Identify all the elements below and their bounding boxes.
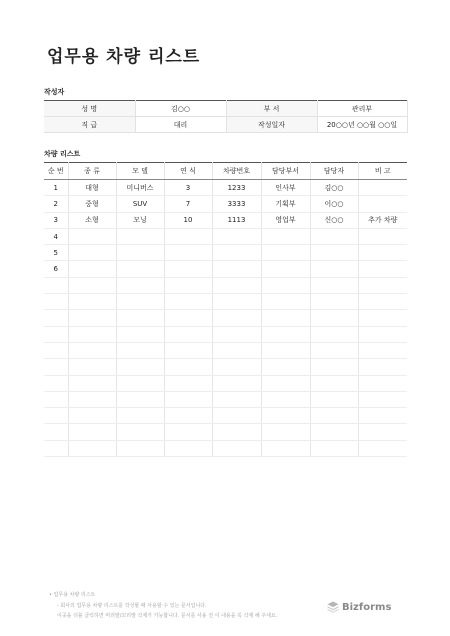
cell-type[interactable] (68, 245, 116, 261)
table-row (44, 245, 407, 261)
table-header-row (44, 163, 407, 180)
cell-model[interactable]: 모닝 (116, 212, 164, 228)
cell-dept[interactable]: 기획부 (261, 196, 310, 212)
cell-type[interactable] (68, 310, 116, 326)
cell-dept[interactable] (261, 408, 310, 424)
cell-model[interactable] (116, 228, 164, 244)
cell-dept[interactable] (261, 261, 310, 277)
cell-dept[interactable]: 영업부 (261, 212, 310, 228)
cell-manager[interactable] (310, 245, 358, 261)
cell-seq[interactable] (44, 440, 68, 456)
cell-note[interactable] (358, 375, 407, 391)
cell-year[interactable] (164, 391, 212, 407)
table-row (44, 294, 407, 310)
vehicle-table (44, 162, 407, 457)
table-row (44, 261, 407, 277)
cell-dept[interactable] (261, 391, 310, 407)
header-note: 비 고 (358, 163, 407, 180)
cell-note[interactable] (358, 196, 407, 212)
cell-type[interactable] (68, 375, 116, 391)
cell-dept[interactable] (261, 228, 310, 244)
cell-plate[interactable] (212, 342, 261, 358)
cell-seq[interactable] (44, 408, 68, 424)
cell-type[interactable]: 중형 (68, 196, 116, 212)
cell-dept[interactable] (261, 424, 310, 440)
cell-plate[interactable] (212, 294, 261, 310)
cell-year[interactable] (164, 294, 212, 310)
list-section-title: 차량 리스트 (44, 150, 81, 158)
author-table (44, 100, 408, 133)
cell-plate[interactable] (212, 391, 261, 407)
cell-manager[interactable] (310, 359, 358, 375)
cell-year[interactable] (164, 408, 212, 424)
cell-plate[interactable] (212, 424, 261, 440)
table-row (44, 375, 407, 391)
table-row (44, 440, 407, 456)
cell-type[interactable] (68, 294, 116, 310)
cell-note[interactable] (358, 440, 407, 456)
cell-type[interactable] (68, 228, 116, 244)
cell-model[interactable] (116, 277, 164, 293)
table-row (44, 391, 407, 407)
cell-type[interactable] (68, 261, 116, 277)
table-row (44, 277, 407, 293)
cell-seq[interactable] (44, 375, 68, 391)
cell-dept[interactable] (261, 359, 310, 375)
rank-value[interactable]: 대리 (135, 117, 226, 133)
cell-manager[interactable] (310, 440, 358, 456)
cell-plate[interactable] (212, 375, 261, 391)
footer-title: 업무용 차량 리스트 (53, 592, 96, 598)
table-row (44, 310, 407, 326)
header-type: 종 류 (68, 163, 116, 180)
cell-plate[interactable] (212, 440, 261, 456)
name-value[interactable]: 김○○ (135, 101, 226, 117)
cell-type[interactable] (68, 277, 116, 293)
cell-plate[interactable] (212, 261, 261, 277)
cell-plate[interactable] (212, 228, 261, 244)
header-dept: 담당부서 (261, 163, 310, 180)
cell-year[interactable]: 7 (164, 196, 212, 212)
cell-seq[interactable] (44, 310, 68, 326)
cell-dept[interactable] (261, 326, 310, 342)
cell-year[interactable] (164, 424, 212, 440)
cell-manager[interactable] (310, 326, 358, 342)
cell-seq[interactable]: 2 (44, 196, 68, 212)
cell-year[interactable] (164, 261, 212, 277)
cell-seq[interactable] (44, 294, 68, 310)
cell-note[interactable] (358, 342, 407, 358)
cell-note[interactable] (358, 424, 407, 440)
cell-plate[interactable]: 3333 (212, 196, 261, 212)
cell-manager[interactable] (310, 408, 358, 424)
header-manager: 담당자 (310, 163, 358, 180)
cell-plate[interactable] (212, 245, 261, 261)
name-label: 성 명 (44, 101, 135, 117)
cell-seq[interactable]: 6 (44, 261, 68, 277)
cell-model[interactable] (116, 261, 164, 277)
table-row (44, 359, 407, 375)
cell-model[interactable] (116, 326, 164, 342)
cell-manager[interactable]: 이○○ (310, 196, 358, 212)
cell-type[interactable] (68, 440, 116, 456)
cell-type[interactable]: 대형 (68, 180, 116, 196)
cell-dept[interactable] (261, 440, 310, 456)
cell-note[interactable] (358, 228, 407, 244)
table-row (44, 424, 407, 440)
cell-note[interactable] (358, 359, 407, 375)
cell-plate[interactable] (212, 277, 261, 293)
cell-year[interactable] (164, 228, 212, 244)
cell-note[interactable] (358, 310, 407, 326)
table-row (44, 180, 407, 196)
cell-plate[interactable] (212, 408, 261, 424)
cell-year[interactable] (164, 375, 212, 391)
cell-seq[interactable]: 4 (44, 228, 68, 244)
cell-manager[interactable] (310, 310, 358, 326)
cell-model[interactable] (116, 424, 164, 440)
cell-type[interactable] (68, 424, 116, 440)
cell-type[interactable] (68, 408, 116, 424)
cell-type[interactable]: 소형 (68, 212, 116, 228)
cell-model[interactable] (116, 359, 164, 375)
author-row (44, 117, 407, 133)
cell-dept[interactable] (261, 277, 310, 293)
header-model: 모 델 (116, 163, 164, 180)
cell-model[interactable] (116, 408, 164, 424)
cell-model[interactable] (116, 294, 164, 310)
cell-year[interactable] (164, 310, 212, 326)
cell-note[interactable]: 추가 차량 (358, 212, 407, 228)
cell-model[interactable] (116, 440, 164, 456)
cell-seq[interactable]: 3 (44, 212, 68, 228)
cell-year[interactable]: 10 (164, 212, 212, 228)
cell-model[interactable] (116, 375, 164, 391)
cell-note[interactable] (358, 180, 407, 196)
cell-year[interactable] (164, 359, 212, 375)
cell-manager[interactable] (310, 375, 358, 391)
cell-year[interactable] (164, 326, 212, 342)
date-value[interactable]: 20○○년 ○○월 ○○일 (317, 117, 407, 133)
cell-seq[interactable] (44, 342, 68, 358)
header-plate: 차량번호 (212, 163, 261, 180)
cell-manager[interactable]: 신○○ (310, 212, 358, 228)
cell-model[interactable]: SUV (116, 196, 164, 212)
footer-bullet: • 업무용 차량 리스트 (49, 592, 96, 598)
cell-seq[interactable]: 5 (44, 245, 68, 261)
cell-note[interactable] (358, 326, 407, 342)
cell-year[interactable] (164, 342, 212, 358)
cell-seq[interactable] (44, 277, 68, 293)
cell-note[interactable] (358, 391, 407, 407)
cell-seq[interactable] (44, 326, 68, 342)
cell-model[interactable] (116, 310, 164, 326)
dept-value[interactable]: 관리부 (317, 101, 407, 117)
table-row (44, 342, 407, 358)
cell-type[interactable] (68, 359, 116, 375)
bizforms-logo (327, 601, 391, 613)
table-row (44, 196, 407, 212)
cell-manager[interactable] (310, 277, 358, 293)
cell-dept[interactable] (261, 375, 310, 391)
cell-dept[interactable]: 인사부 (261, 180, 310, 196)
cell-year[interactable] (164, 440, 212, 456)
bizforms-logo-icon (327, 601, 339, 613)
cell-note[interactable] (358, 408, 407, 424)
cell-note[interactable] (358, 245, 407, 261)
cell-manager[interactable] (310, 228, 358, 244)
page-title: 업무용 차량 리스트 (47, 47, 201, 67)
logo-text: Bizforms (342, 601, 392, 613)
cell-manager[interactable] (310, 391, 358, 407)
cell-year[interactable] (164, 277, 212, 293)
cell-plate[interactable] (212, 310, 261, 326)
dept-label: 부 서 (226, 101, 317, 117)
table-row (44, 228, 407, 244)
cell-dept[interactable] (261, 245, 310, 261)
author-section-title: 작성자 (44, 88, 65, 96)
cell-manager[interactable] (310, 342, 358, 358)
date-label: 작성일자 (226, 117, 317, 133)
cell-model[interactable] (116, 245, 164, 261)
footer-note: 이곳을 더블 클릭하면 머리말/꼬리말 삭제가 가능합니다. 문서를 사용 전 이 내용을 꼭 삭제 해 주세요. (57, 613, 278, 619)
cell-year[interactable]: 3 (164, 180, 212, 196)
cell-manager[interactable] (310, 261, 358, 277)
author-row (44, 101, 407, 117)
cell-type[interactable] (68, 391, 116, 407)
cell-plate[interactable] (212, 326, 261, 342)
cell-seq[interactable] (44, 424, 68, 440)
cell-plate[interactable]: 1233 (212, 180, 261, 196)
cell-manager[interactable] (310, 294, 358, 310)
header-seq: 순 번 (44, 163, 68, 180)
cell-seq[interactable] (44, 391, 68, 407)
cell-dept[interactable] (261, 342, 310, 358)
cell-note[interactable] (358, 277, 407, 293)
cell-seq[interactable]: 1 (44, 180, 68, 196)
cell-dept[interactable] (261, 310, 310, 326)
cell-note[interactable] (358, 261, 407, 277)
table-row (44, 326, 407, 342)
cell-plate[interactable] (212, 359, 261, 375)
cell-seq[interactable] (44, 359, 68, 375)
rank-label: 직 급 (44, 117, 135, 133)
table-row (44, 212, 407, 228)
footer-description: - 회사의 업무용 차량 리스트를 작성할 때 사용할 수 있는 문서입니다. (57, 603, 207, 609)
cell-model[interactable]: 미니버스 (116, 180, 164, 196)
cell-year[interactable] (164, 245, 212, 261)
table-row (44, 408, 407, 424)
cell-type[interactable] (68, 326, 116, 342)
cell-type[interactable] (68, 342, 116, 358)
cell-model[interactable] (116, 342, 164, 358)
cell-model[interactable] (116, 391, 164, 407)
cell-manager[interactable]: 김○○ (310, 180, 358, 196)
cell-note[interactable] (358, 294, 407, 310)
cell-dept[interactable] (261, 294, 310, 310)
cell-manager[interactable] (310, 424, 358, 440)
cell-plate[interactable]: 1113 (212, 212, 261, 228)
header-year: 연 식 (164, 163, 212, 180)
